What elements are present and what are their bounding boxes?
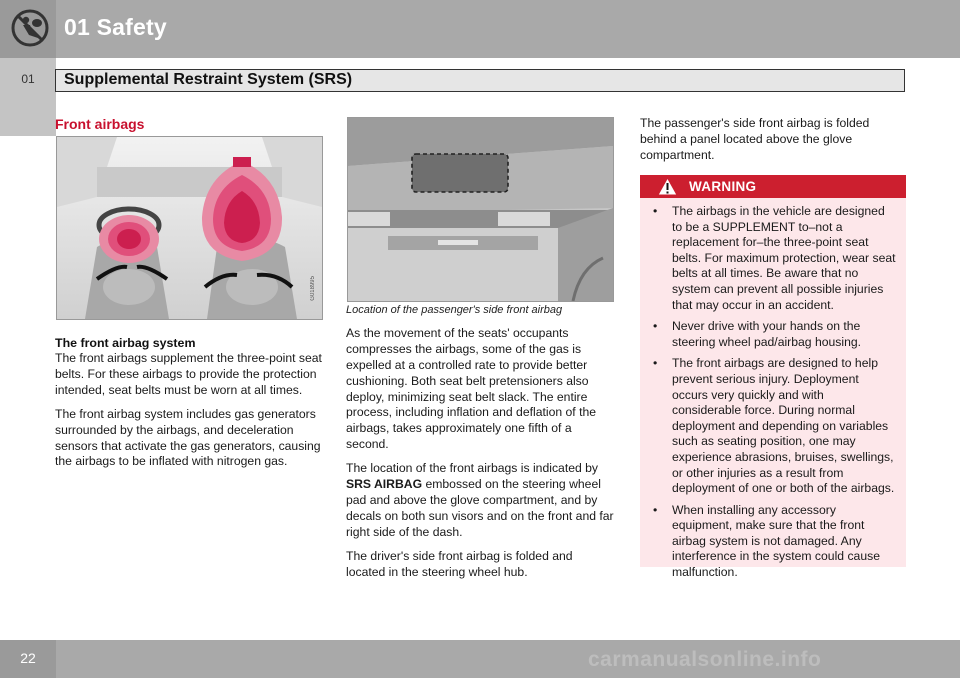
- section-title: Supplemental Restraint System (SRS): [64, 71, 353, 88]
- warning-item-text: The airbags in the vehicle are designed to be a SUPPLEMENT to–not a replacement for–the three-point seat belts. For maximum protection, wear seat belts at all times. Be aware that no system can prevent all possible injuries that may occur in an accident.: [672, 204, 896, 312]
- front-airbags-illustration: [56, 136, 323, 320]
- warning-item-text: When installing any accessory equipment, make sure that the front airbag system is not damaged. Any interference in the system could cause malfunction.: [672, 502, 880, 580]
- warning-item: [650, 503, 896, 581]
- airbag-symbol-icon: [10, 8, 50, 48]
- passenger-airbag-location-photo: [347, 117, 614, 302]
- warning-item-text: The front airbags are designed to help prevent serious injury. Deployment occurs very quickly and with considerable force. During normal deployment and depending on variables such as seating position, one may experience abrasions, bruises, swellings, or other injuries as a result from deployment of one or both of the airbags.: [672, 356, 895, 496]
- chapter-title: 01 Safety: [64, 14, 167, 40]
- warning-item: [650, 356, 896, 496]
- warning-item-text: Never drive with your hands on the steering wheel pad/airbag housing.: [672, 319, 862, 349]
- srs-airbag-label: SRS AIRBAG: [346, 477, 423, 492]
- warning-list: [640, 198, 906, 581]
- front-airbag-system-subheading: The front airbag system: [55, 336, 196, 350]
- side-tab: [0, 58, 56, 136]
- column-1-text: [55, 336, 323, 478]
- bullet-point: •: [653, 356, 658, 371]
- col2-paragraph-3: The driver's side front airbag is folded and located in the steering wheel hub.: [346, 548, 573, 579]
- bullet-point: •: [653, 204, 658, 218]
- warning-title: WARNING: [689, 179, 757, 194]
- column-3-intro: The passenger's side front airbag is folded behind a panel located above the glove compartment.: [640, 116, 870, 162]
- section-title-bar: [55, 69, 905, 92]
- watermark: carmanualsonline.info: [588, 648, 822, 671]
- page-number: 22: [20, 650, 36, 666]
- col2-paragraph-1: As the movement of the seats' occupants compresses the airbags, some of the gas is expelled at a controlled rate to provide better cushioning. Both seat belt pretensioners also deploy, minimizing seat belt slack. The entire process, including inflation and deflation of the airbags, takes approximately one fifth of a second.: [346, 325, 597, 452]
- warning-item: [650, 204, 896, 313]
- photo-caption: Location of the passenger's side front airbag: [346, 304, 563, 316]
- col1-paragraph-1: The front airbags supplement the three-point seat belts. For these airbags to provide the protection intended, seat belts must be worn at all times.: [55, 351, 322, 397]
- warning-box: [640, 175, 906, 580]
- warning-header: [640, 175, 906, 198]
- side-tab-number: 01: [21, 72, 35, 86]
- airbag-location-paragraph: [346, 461, 614, 541]
- col1-paragraph-2: The front airbag system includes gas generators surrounded by the airbags, and deceleration sensors that activate the gas generators, causing the airbags to be inflated with nitrogen gas.: [55, 406, 321, 469]
- column-2-text: [346, 303, 614, 589]
- location-text-before: The location of the front airbags is indicated by: [346, 461, 599, 476]
- warning-triangle-icon: [657, 177, 678, 196]
- bullet-point: •: [653, 502, 658, 517]
- location-text-after: embossed on the steering wheel pad and above the glove compartment, and by decals on both sun visors and on the front and far right side of the dash.: [346, 477, 614, 539]
- bullet-point: •: [653, 319, 658, 334]
- warning-item: [650, 319, 896, 350]
- figure-code: G018995: [310, 276, 316, 301]
- front-airbags-heading: Front airbags: [55, 116, 145, 132]
